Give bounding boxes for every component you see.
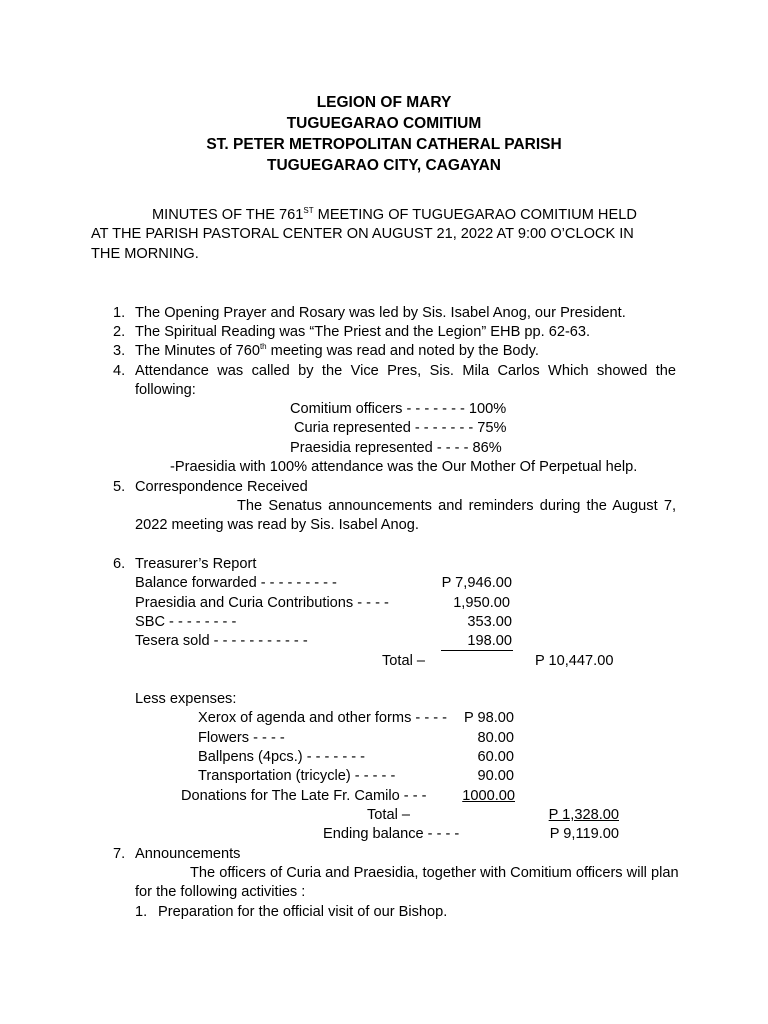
item-text: The officers of Curia and Praesidia, together with Comitium officers will plan — [190, 865, 679, 881]
expense-amount: 60.00 — [477, 749, 514, 765]
expense-label: Transportation (tricycle) - - - - - — [198, 768, 396, 784]
sub-item-text: Preparation for the official visit of our Bishop. — [158, 904, 448, 920]
item-number: 6. — [113, 556, 126, 572]
total-label: Total – — [367, 807, 410, 823]
expense-amount: 80.00 — [477, 730, 514, 746]
expense-label: Donations for The Late Fr. Camilo - - - — [181, 788, 427, 804]
item-number: 5. — [113, 479, 126, 495]
item-text: for the following activities : — [135, 884, 306, 900]
ledger-label: SBC - - - - - - - - — [135, 614, 237, 630]
item-text: Attendance was called by the Vice Pres, Sis. Mila Carlos Which showed the — [135, 363, 676, 379]
expense-label: Flowers - - - - — [198, 730, 285, 746]
ledger-label: Tesera sold - - - - - - - - - - - — [135, 633, 308, 649]
ending-balance-amount: P 9,119.00 — [549, 826, 619, 842]
item-number: 3. — [113, 343, 126, 359]
attendance-note: -Praesidia with 100% attendance was the Our Mother Of Perpetual help. — [170, 459, 638, 475]
item-text: The Minutes of 760th meeting was read and noted by the Body. — [135, 342, 539, 359]
item-number: 4. — [113, 363, 126, 379]
underline — [441, 650, 513, 651]
intro-line-3: THE MORNING. — [91, 246, 199, 262]
ledger-label: Balance forwarded - - - - - - - - - — [135, 575, 337, 591]
ledger-amount: 198.00 — [467, 633, 512, 649]
attendance-line: Praesidia represented - - - - 86% — [290, 440, 502, 456]
title-line-4: TUGUEGARAO CITY, CAGAYAN — [267, 157, 501, 174]
total-amount: P 10,447.00 — [535, 653, 614, 669]
item-text: The Senatus announcements and reminders during the August 7, — [237, 498, 676, 514]
title-line-3: ST. PETER METROPOLITAN CATHERAL PARISH — [206, 136, 562, 153]
expense-amount: 1000.00 — [462, 788, 515, 804]
intro-line-1: MINUTES OF THE 761ST MEETING OF TUGUEGARAO COMITIUM HELD — [152, 206, 637, 223]
item-text: Correspondence Received — [135, 479, 308, 495]
item-number: 1. — [113, 305, 126, 321]
expense-amount: 90.00 — [477, 768, 514, 784]
expense-amount: P 98.00 — [463, 710, 514, 726]
total-label: Total – — [382, 653, 425, 669]
expense-label: Xerox of agenda and other forms - - - - — [198, 710, 448, 726]
intro-line-2: AT THE PARISH PASTORAL CENTER ON AUGUST 21, 2022 AT 9:00 O’CLOCK IN — [91, 226, 634, 242]
item-text: 2022 meeting was read by Sis. Isabel Anog. — [135, 517, 419, 533]
item-text: The Spiritual Reading was “The Priest and the Legion” EHB pp. 62-63. — [135, 324, 591, 340]
item-number: 2. — [113, 324, 126, 340]
attendance-line: Curia represented - - - - - - - 75% — [294, 420, 507, 436]
expense-label: Ballpens (4pcs.) - - - - - - - — [198, 749, 366, 765]
sub-item-number: 1. — [135, 904, 148, 920]
ledger-amount: P 7,946.00 — [441, 575, 512, 591]
ending-balance-label: Ending balance - - - - — [323, 826, 460, 842]
item-text: following: — [135, 382, 196, 398]
item-text: Treasurer’s Report — [135, 556, 257, 572]
item-text: The Opening Prayer and Rosary was led by Sis. Isabel Anog, our President. — [135, 305, 626, 321]
attendance-line: Comitium officers - - - - - - - 100% — [290, 401, 507, 417]
title-line-2: TUGUEGARAO COMITIUM — [286, 115, 482, 132]
ledger-amount: 1,950.00 — [453, 595, 510, 611]
title-line-1: LEGION OF MARY — [316, 94, 452, 111]
ledger-amount: 353.00 — [467, 614, 512, 630]
expenses-heading: Less expenses: — [135, 691, 237, 707]
ledger-label: Praesidia and Curia Contributions - - - - — [135, 595, 389, 611]
item-number: 7. — [113, 846, 126, 862]
item-text: Announcements — [135, 846, 241, 862]
total-amount: P 1,328.00 — [548, 807, 619, 823]
